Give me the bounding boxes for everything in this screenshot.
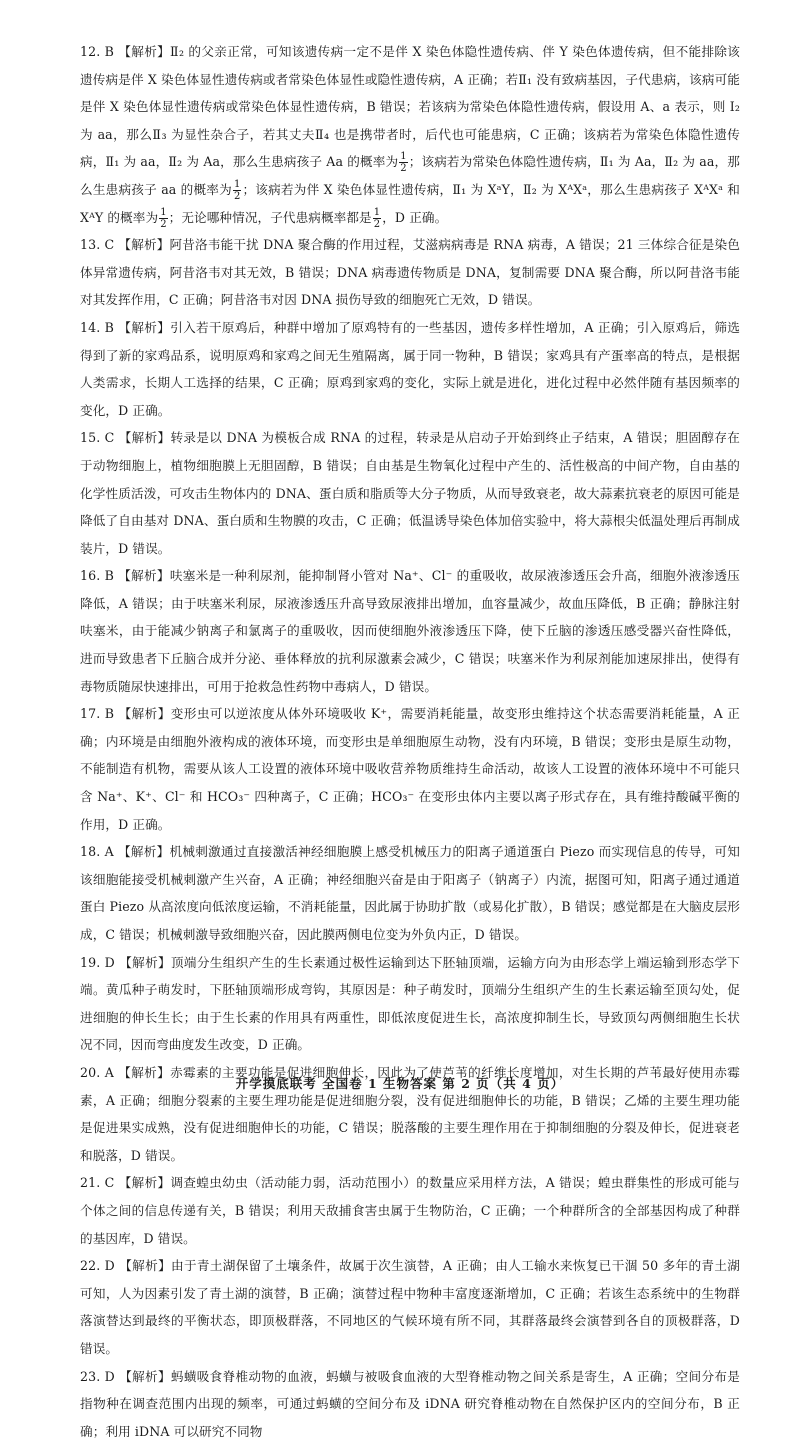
answer-item-15 <box>80 424 740 562</box>
answer-text: 20. A 【解析】赤霉素的主要功能是促进细胞伸长，因此为了使芦苇的纤维长度增加，对生长期的芦苇最好使用赤霉素，A 正确；细胞分裂素的主要生理功能是促进细胞分裂，没有促进细胞伸长的功能，B 错误；乙烯的主要生理功能是促进果实成熟，没有促进细胞伸长的功能，C 错误；脱落酸的主要生理作用在于抑制细胞的分裂及伸长，促进衰老和脱落，D 错误。 <box>80 1065 740 1163</box>
answer-item-21 <box>80 1169 740 1252</box>
answer-text: 22. D 【解析】由于青土湖保留了土壤条件，故属于次生演替，A 正确；由人工输水来恢复已干涸 50 多年的青土湖可知，人为因素引发了青土湖的演替，B 正确；演替过程中物种丰富度逐渐增加，C 正确；若该生态系统中的生物群落演替达到最终的平衡状态，即顶极群落，不同地区的气候环境有所不同，其群落最终会演替到各自的顶极群落，D 错误。 <box>80 1258 740 1356</box>
fraction <box>233 179 241 202</box>
fraction-numerator: 1 <box>233 179 241 191</box>
fraction-denominator: 2 <box>373 219 381 230</box>
answer-text: 18. A 【解析】机械刺激通过直接激活神经细胞膜上感受机械压力的阳离子通道蛋白 Piezo 而实现信息的传导，可知该细胞能接受机械刺激产生兴奋，A 正确；神经细胞兴奋是由于阳离子（钠离子）内流，据图可知，阳离子通过通道蛋白 Piezo 从高浓度向低浓度运输，不消耗能量，因此属于协助扩散（或易化扩散），B 错误；感觉都是在大脑皮层形成，C 错误；机械刺激导致细胞兴奋，因此膜两侧电位变为外负内正，D 错误。 <box>80 844 740 942</box>
answer-item-17 <box>80 700 740 838</box>
answer-item-18 <box>80 838 740 948</box>
answer-item-23 <box>80 1363 740 1445</box>
fraction <box>159 207 167 230</box>
answer-item-19 <box>80 949 740 1059</box>
fraction-numerator: 1 <box>373 207 381 219</box>
fraction <box>373 207 381 230</box>
answer-text: 16. B 【解析】呋塞米是一种利尿剂，能抑制肾小管对 Na⁺、Cl⁻ 的重吸收，故尿液渗透压会升高，细胞外液渗透压降低，A 错误；由于呋塞米利尿，尿液渗透压升高导致尿液排出增加，血容量减少，故血压降低，B 正确；静脉注射呋塞米，由于能减少钠离子和氯离子的重吸收，因而使细胞外液渗透压下降，使下丘脑的渗透压感受器兴奋性降低，进而导致患者下丘脑合成并分泌、垂体释放的抗利尿激素会减少，C 错误；呋塞米作为利尿剂能加速尿排出，使得有毒物质随尿快速排出，可用于抢救急性药物中毒病人，D 错误。 <box>80 568 740 693</box>
answer-item-16 <box>80 562 740 700</box>
answer-item-12 <box>80 38 740 231</box>
fraction-denominator: 2 <box>159 219 167 230</box>
page-footer: 开学摸底联考 全国卷 1 生物答案 第 2 页（共 4 页） <box>0 1074 800 1092</box>
fraction-numerator: 1 <box>159 207 167 219</box>
answer-text: ；无论哪种情况，子代患病概率都是 <box>169 210 372 225</box>
answer-items <box>80 38 740 1445</box>
answer-text: ；该病若为常染色体隐性遗传病，Ⅱ₁ 为 Aa，Ⅱ₂ 为 aa，那么生患病孩子 aa 的概率为 <box>80 154 740 197</box>
fraction-numerator: 1 <box>399 151 407 163</box>
answer-text: 12. B 【解析】Ⅱ₂ 的父亲正常，可知该遗传病一定不是伴 X 染色体隐性遗传病、伴 Y 染色体遗传病，但不能排除该遗传病是伴 X 染色体显性遗传病或者常染色体显性或隐性遗传病，A 正确；若Ⅱ₁ 没有致病基因，子代患病，该病可能是伴 X 染色体显性遗传病或常染色体显性遗传病，B 错误；若该病为常染色体隐性遗传病，假设用 A、a 表示，则 I₂ 为 aa，那么Ⅱ₃ 为显性杂合子，若其丈夫Ⅱ₄ 也是携带者时，后代也可能患病，C 正确；该病若为常染色体隐性遗传病，Ⅱ₁ 为 aa，Ⅱ₂ 为 Aa，那么生患病孩子 Aa 的概率为 <box>80 44 740 169</box>
answer-item-14 <box>80 314 740 424</box>
answer-text: ，D 正确。 <box>382 210 447 225</box>
answer-text: 19. D 【解析】顶端分生组织产生的生长素通过极性运输到达下胚轴顶端，运输方向为由形态学上端运输到形态学下端。黄瓜种子萌发时，下胚轴顶端形成弯钩，其原因是：种子萌发时，顶端分生组织产生的生长素运输至顶勾处，促进细胞的伸长生长；由于生长素的作用具有两重性，即低浓度促进生长，高浓度抑制生长，导致顶勾两侧细胞生长状况不同，因而弯曲度发生改变，D 正确。 <box>80 955 740 1053</box>
answer-item-22 <box>80 1252 740 1362</box>
answer-text: 17. B 【解析】变形虫可以逆浓度从体外环境吸收 K⁺，需要消耗能量，故变形虫维持这个状态需要消耗能量，A 正确；内环境是由细胞外液构成的液体环境，而变形虫是单细胞原生动物，没有内环境，B 错误；变形虫是原生动物，不能制造有机物，需要从该人工设置的液体环境中吸收营养物质维持生命活动，故该人工设置的液体环境中不可能只含 Na⁺、K⁺、Cl⁻ 和 HCO₃⁻ 四种离子，C 正确；HCO₃⁻ 在变形虫体内主要以离子形式存在，具有维持酸碱平衡的作用，D 正确。 <box>80 706 740 831</box>
fraction <box>399 151 407 174</box>
answer-text: 14. B 【解析】引入若干原鸡后，种群中增加了原鸡特有的一些基因，遗传多样性增加，A 正确；引入原鸡后，筛选得到了新的家鸡品系，说明原鸡和家鸡之间无生殖隔离，属于同一物种，B 错误；家鸡具有产蛋率高的特点，是根据人类需求，长期人工选择的结果，C 正确；原鸡到家鸡的变化，实际上就是进化，进化过程中必然伴随有基因频率的变化，D 正确。 <box>80 320 740 418</box>
answer-text: 13. C 【解析】阿昔洛韦能干扰 DNA 聚合酶的作用过程，艾滋病病毒是 RNA 病毒，A 错误；21 三体综合征是染色体异常遗传病，阿昔洛韦对其无效，B 错误；DNA 病毒遗传物质是 DNA，复制需要 DNA 聚合酶，所以阿昔洛韦能对其发挥作用，C 正确；阿昔洛韦对因 DNA 损伤导致的细胞死亡无效，D 错误。 <box>80 237 740 307</box>
fraction-denominator: 2 <box>233 191 241 202</box>
fraction-denominator: 2 <box>399 163 407 174</box>
answer-text: 15. C 【解析】转录是以 DNA 为模板合成 RNA 的过程，转录是从启动子开始到终止子结束，A 错误；胆固醇存在于动物细胞上，植物细胞膜上无胆固醇，B 错误；自由基是生物氧化过程中产生的、活性极高的中间产物，自由基的化学性质活泼，可攻击生物体内的 DNA、蛋白质和脂质等大分子物质，从而导致衰老，故大蒜素抗衰老的原因可能是降低了自由基对 DNA、蛋白质和生物膜的攻击，C 正确；低温诱导染色体加倍实验中，将大蒜根尖低温处理后再制成装片，D 错误。 <box>80 430 740 555</box>
answer-item-13 <box>80 231 740 314</box>
answer-text: ；该病若为伴 X 染色体显性遗传病，Ⅱ₁ 为 XᵃY，Ⅱ₂ 为 XᴬXᵃ，那么生患病孩子 XᴬXᵃ 和 XᴬY 的概率为 <box>80 182 740 225</box>
answer-text: 21. C 【解析】调查蝗虫幼虫（活动能力弱，活动范围小）的数量应采用样方法，A 错误；蝗虫群集性的形成可能与个体之间的信息传递有关，B 错误；利用天敌捕食害虫属于生物防治，C 正确；一个种群所含的全部基因构成了种群的基因库，D 错误。 <box>80 1175 740 1245</box>
answer-text: 23. D 【解析】蚂蟥吸食脊椎动物的血液，蚂蟥与被吸食血液的大型脊椎动物之间关系是寄生，A 正确；空间分布是指物种在调查范围内出现的频率，可通过蚂蟥的空间分布及 iDNA 研究脊椎动物在自然保护区内的空间分布，B 正确；利用 iDNA 可以研究不同物 <box>80 1369 740 1439</box>
